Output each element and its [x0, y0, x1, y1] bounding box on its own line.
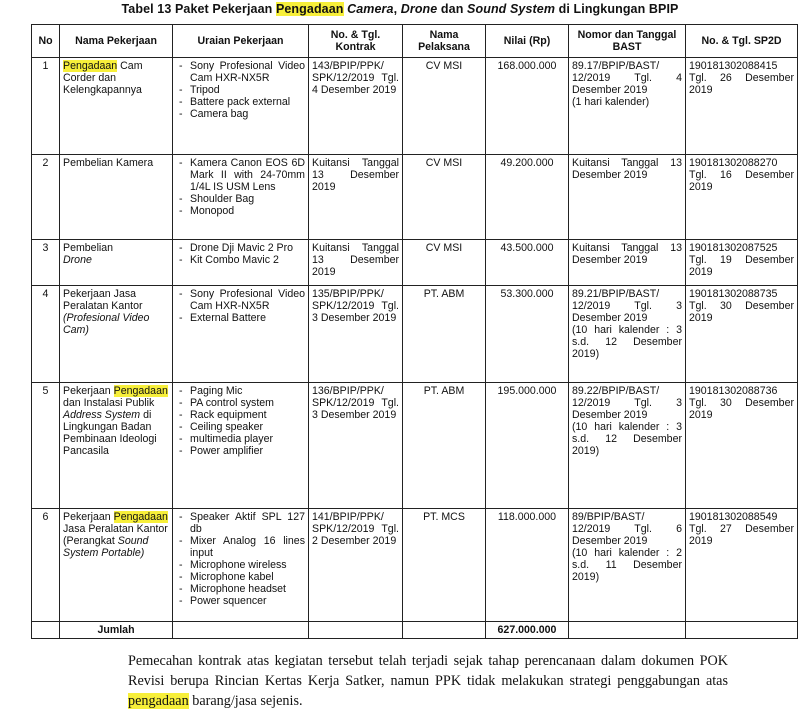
nama-text: Pembelian — [63, 242, 114, 254]
list-item: - Power squencer — [190, 595, 305, 607]
row-nama — [60, 58, 173, 155]
bast-note: (10 hari kalender : 2 s.d. 11 Desember 2019) — [572, 547, 682, 583]
row-nilai: 49.200.000 — [486, 155, 569, 240]
list-item: - Microphone headset — [190, 583, 305, 595]
nama-text: Cam Corder dan Kelengkapannya — [63, 60, 143, 96]
header-nilai: Nilai (Rp) — [486, 25, 569, 58]
row-pelaksana: PT. ABM — [403, 286, 486, 383]
sp2d-date: Tgl. 27 Desember 2019 — [689, 523, 794, 547]
total-empty-cell — [173, 622, 309, 639]
row-nilai: 118.000.000 — [486, 509, 569, 622]
row-kontrak: 135/BPIP/PPK/ SPK/12/2019 Tgl. 3 Desember 2019 — [309, 286, 403, 383]
row-bast: Kuitansi Tanggal 13 Desember 2019 — [569, 155, 686, 240]
header-nama: Nama Pekerjaan — [60, 25, 173, 58]
nama-italic: Sound System Portable) — [63, 535, 149, 559]
table-row — [32, 383, 798, 509]
header-sp2d: No. & Tgl. SP2D — [686, 25, 798, 58]
row-nama — [60, 286, 173, 383]
sp2d-number: 190181302088735 — [689, 288, 778, 300]
list-item: - PA control system — [190, 397, 305, 409]
table-row — [32, 155, 798, 240]
title-prefix: Tabel 13 Paket Pekerjaan — [121, 2, 276, 16]
nama-highlight: Pengadaan — [63, 60, 118, 72]
title-sound: Sound System — [467, 2, 556, 16]
row-bast — [569, 509, 686, 622]
nama-rest: di Lingkungan Badan Pembinaan Ideologi Pancasila — [63, 409, 157, 457]
paragraph-end: barang/jasa sejenis. — [188, 693, 303, 709]
title-drone: Drone — [400, 2, 438, 16]
bast-text: 89.17/BPIP/BAST/ 12/2019 Tgl. 4 Desember 2019 — [572, 60, 682, 96]
bast-note: (1 hari kalender) — [572, 96, 650, 108]
body-paragraph — [128, 651, 728, 711]
title-suffix: di Lingkungan BPIP — [555, 2, 679, 16]
bast-text: 89.22/BPIP/BAST/ 12/2019 Tgl. 3 Desember 2019 — [572, 385, 682, 421]
total-value: 627.000.000 — [486, 622, 569, 639]
nama-text: dan Instalasi Publik — [63, 397, 155, 409]
bast-note: (10 hari kalender : 3 s.d. 12 Desember 2019) — [572, 324, 682, 360]
row-no: 6 — [32, 509, 60, 622]
bast-text: 89/BPIP/BAST/ 12/2019 Tgl. 6 Desember 2019 — [572, 511, 682, 547]
list-item: - Camera bag — [190, 108, 305, 120]
nama-prefix: Pekerjaan — [63, 385, 111, 397]
sp2d-date: Tgl. 30 Desember 2019 — [689, 300, 794, 324]
list-item: - Shoulder Bag — [190, 193, 305, 205]
total-row — [32, 622, 798, 639]
row-sp2d — [686, 286, 798, 383]
sp2d-number: 190181302088549 — [689, 511, 778, 523]
row-nilai: 195.000.000 — [486, 383, 569, 509]
row-nilai: 43.500.000 — [486, 240, 569, 286]
header-row — [32, 25, 798, 58]
list-item: - Drone Dji Mavic 2 Pro — [190, 242, 305, 254]
total-empty-cell — [686, 622, 798, 639]
table-row — [32, 240, 798, 286]
list-item: - Sony Profesional Video Cam HXR-NX5R — [190, 60, 305, 84]
list-item: - Kamera Canon EOS 6D Mark II with 24-70mm 1/4L IS USM Lens — [190, 157, 305, 193]
row-pelaksana: PT. MCS — [403, 509, 486, 622]
title-camera: Camera — [347, 2, 394, 16]
list-item: - Paging Mic — [190, 385, 305, 397]
row-kontrak: 141/BPIP/PPK/ SPK/12/2019 Tgl. 2 Desember 2019 — [309, 509, 403, 622]
table-row — [32, 509, 798, 622]
sp2d-date: Tgl. 26 Desember 2019 — [689, 72, 794, 96]
header-kontrak: No. & Tgl. Kontrak — [309, 25, 403, 58]
row-uraian — [173, 155, 309, 240]
total-empty-cell — [32, 622, 60, 639]
row-nama — [60, 383, 173, 509]
row-sp2d — [686, 58, 798, 155]
list-item: - Rack equipment — [190, 409, 305, 421]
row-no: 1 — [32, 58, 60, 155]
bast-note: (10 hari kalender : 3 s.d. 12 Desember 2019) — [572, 421, 682, 457]
table-row — [32, 58, 798, 155]
list-item: - Tripod — [190, 84, 305, 96]
row-uraian — [173, 509, 309, 622]
row-bast: Kuitansi Tanggal 13 Desember 2019 — [569, 240, 686, 286]
row-pelaksana: PT. ABM — [403, 383, 486, 509]
title-highlight: Pengadaan — [275, 2, 344, 16]
header-uraian: Uraian Pekerjaan — [173, 25, 309, 58]
list-item: - Mixer Analog 16 lines input — [190, 535, 305, 559]
nama-highlight: Pengadaan — [113, 511, 168, 523]
list-item: - Microphone kabel — [190, 571, 305, 583]
nama-italic: Address System — [63, 409, 141, 421]
nama-italic: Drone — [63, 254, 92, 266]
nama-italic: (Profesional Video Cam) — [63, 312, 150, 336]
row-bast — [569, 383, 686, 509]
row-bast — [569, 286, 686, 383]
table-row — [32, 286, 798, 383]
row-no: 4 — [32, 286, 60, 383]
row-pelaksana: CV MSI — [403, 58, 486, 155]
row-bast — [569, 58, 686, 155]
list-item: - Kit Combo Mavic 2 — [190, 254, 305, 266]
row-sp2d — [686, 240, 798, 286]
title-dan: dan — [437, 2, 468, 16]
row-uraian — [173, 383, 309, 509]
row-no: 2 — [32, 155, 60, 240]
header-no: No — [32, 25, 60, 58]
nama-prefix: Pekerjaan — [63, 511, 111, 523]
row-nama — [60, 240, 173, 286]
total-empty-cell — [569, 622, 686, 639]
sp2d-number: 190181302088270 — [689, 157, 778, 169]
row-nilai: 53.300.000 — [486, 286, 569, 383]
bast-text: 89.21/BPIP/BAST/ 12/2019 Tgl. 3 Desember 2019 — [572, 288, 682, 324]
row-no: 5 — [32, 383, 60, 509]
list-item: - Power amplifier — [190, 445, 305, 457]
row-pelaksana: CV MSI — [403, 240, 486, 286]
total-empty-cell — [403, 622, 486, 639]
sp2d-number: 190181302087525 — [689, 242, 778, 254]
row-uraian — [173, 240, 309, 286]
list-item: - Microphone wireless — [190, 559, 305, 571]
list-item: - Monopod — [190, 205, 305, 217]
row-sp2d — [686, 155, 798, 240]
total-empty-cell — [309, 622, 403, 639]
row-sp2d — [686, 509, 798, 622]
paragraph-highlight: pengadaan — [128, 693, 189, 709]
header-pelaksana: Nama Pelaksana — [403, 25, 486, 58]
list-item: - Battere pack external — [190, 96, 305, 108]
row-kontrak: 136/BPIP/PPK/ SPK/12/2019 Tgl. 3 Desember 2019 — [309, 383, 403, 509]
row-pelaksana: CV MSI — [403, 155, 486, 240]
sp2d-number: 190181302088415 — [689, 60, 778, 72]
title-comma: , — [393, 2, 401, 16]
row-kontrak: 143/BPIP/PPK/ SPK/12/2019 Tgl. 4 Desember 2019 — [309, 58, 403, 155]
sp2d-number: 190181302088736 — [689, 385, 778, 397]
list-item: - External Battere — [190, 312, 305, 324]
sp2d-date: Tgl. 30 Desember 2019 — [689, 397, 794, 421]
procurement-table — [31, 24, 798, 639]
list-item: - multimedia player — [190, 433, 305, 445]
row-nama — [60, 509, 173, 622]
row-kontrak: Kuitansi Tanggal 13 Desember 2019 — [309, 240, 403, 286]
row-sp2d — [686, 383, 798, 509]
row-uraian — [173, 286, 309, 383]
row-nama: Pembelian Kamera — [60, 155, 173, 240]
total-label: Jumlah — [60, 622, 173, 639]
list-item: - Speaker Aktif SPL 127 db — [190, 511, 305, 535]
nama-highlight: Pengadaan — [113, 385, 168, 397]
sp2d-date: Tgl. 16 Desember 2019 — [689, 169, 794, 193]
table-title — [0, 2, 800, 16]
sp2d-date: Tgl. 19 Desember 2019 — [689, 254, 794, 278]
header-bast: Nomor dan Tanggal BAST — [569, 25, 686, 58]
paragraph-text: Pemecahan kontrak atas kegiatan tersebut telah terjadi sejak tahap perencanaan dalam dokumen POK Revisi berupa Rincian Kertas Kerja Satker, namun PPK tidak melakukan strategi penggabungan atas — [128, 653, 728, 689]
row-kontrak: Kuitansi Tanggal 13 Desember 2019 — [309, 155, 403, 240]
list-item: - Sony Profesional Video Cam HXR-NX5R — [190, 288, 305, 312]
nama-text: Pekerjaan Jasa Peralatan Kantor — [63, 288, 143, 312]
row-uraian — [173, 58, 309, 155]
nama-text: Jasa Peralatan Kantor (Perangkat — [63, 523, 168, 547]
row-nilai: 168.000.000 — [486, 58, 569, 155]
list-item: - Ceiling speaker — [190, 421, 305, 433]
row-no: 3 — [32, 240, 60, 286]
